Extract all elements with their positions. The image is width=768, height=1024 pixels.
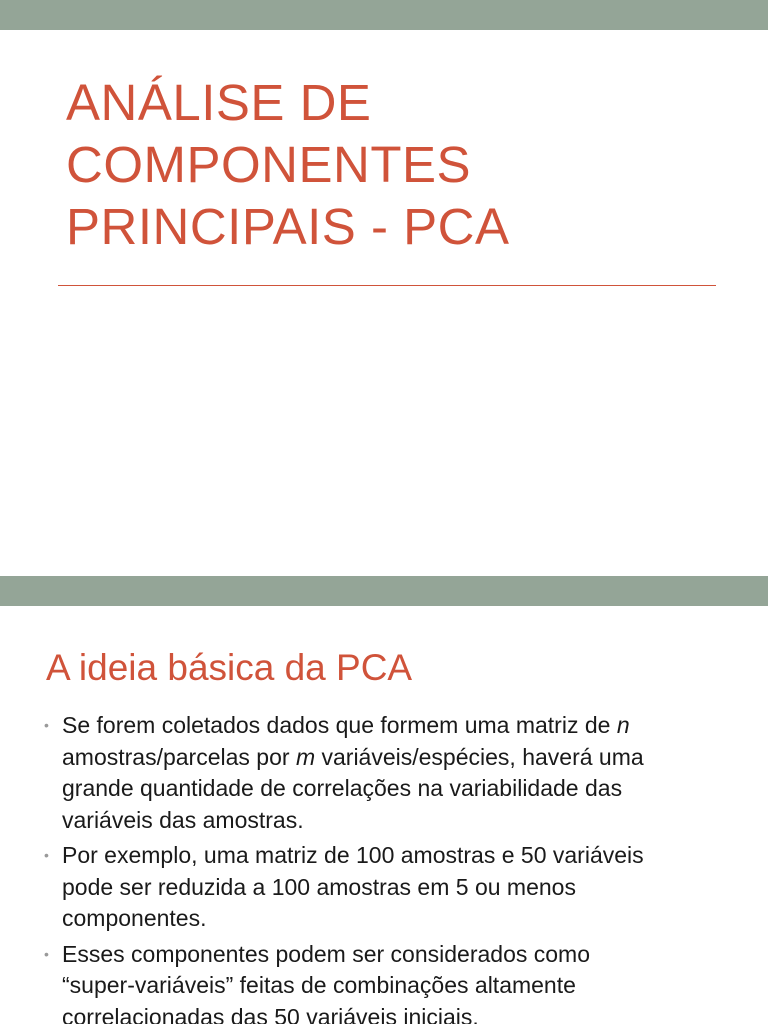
slide-header-bar: [0, 576, 768, 606]
bullet-list: [44, 710, 744, 1024]
bullet-marker: •: [44, 945, 49, 962]
bullet-line: variáveis das amostras.: [62, 806, 304, 833]
bullet-line: “super-variáveis” feitas de combinações altamente: [62, 972, 576, 998]
slide-title-line: PRINCIPAIS - PCA: [66, 198, 510, 255]
variable-m: m: [295, 743, 316, 770]
variable-n: n: [616, 712, 630, 738]
bullet-marker: •: [44, 847, 49, 863]
bullet-line: amostras/parcelas por m variáveis/espécies, haverá uma: [62, 743, 644, 770]
bullet-line: Esses componentes podem ser considerados como: [62, 940, 591, 967]
bullet-line: pode ser reduzida a 100 amostras em 5 ou menos: [62, 873, 576, 900]
bullet-marker: •: [44, 717, 49, 733]
slide-title-line: ANÁLISE DE: [66, 74, 372, 131]
content-slide: [0, 576, 768, 1024]
bullet-line: correlacionadas das 50 variáveis iniciais.: [62, 1003, 479, 1024]
bullet-item: [44, 939, 744, 1024]
bullet-line: Se forem coletados dados que formem uma matriz de n: [62, 712, 630, 738]
bullet-line: grande quantidade de correlações na variabilidade das: [62, 775, 623, 801]
slide-title-line: COMPONENTES: [66, 136, 472, 193]
bullet-line: componentes.: [62, 905, 207, 931]
slide-title: [66, 72, 726, 258]
content-slide-title: A ideia básica da PCA: [46, 647, 413, 688]
bullet-item: [44, 840, 744, 935]
title-divider: [58, 285, 716, 286]
bullet-item: [44, 710, 744, 836]
bullet-line: Por exemplo, uma matriz de 100 amostras e 50 variáveis: [62, 842, 644, 868]
slide-header-bar: [0, 0, 768, 30]
